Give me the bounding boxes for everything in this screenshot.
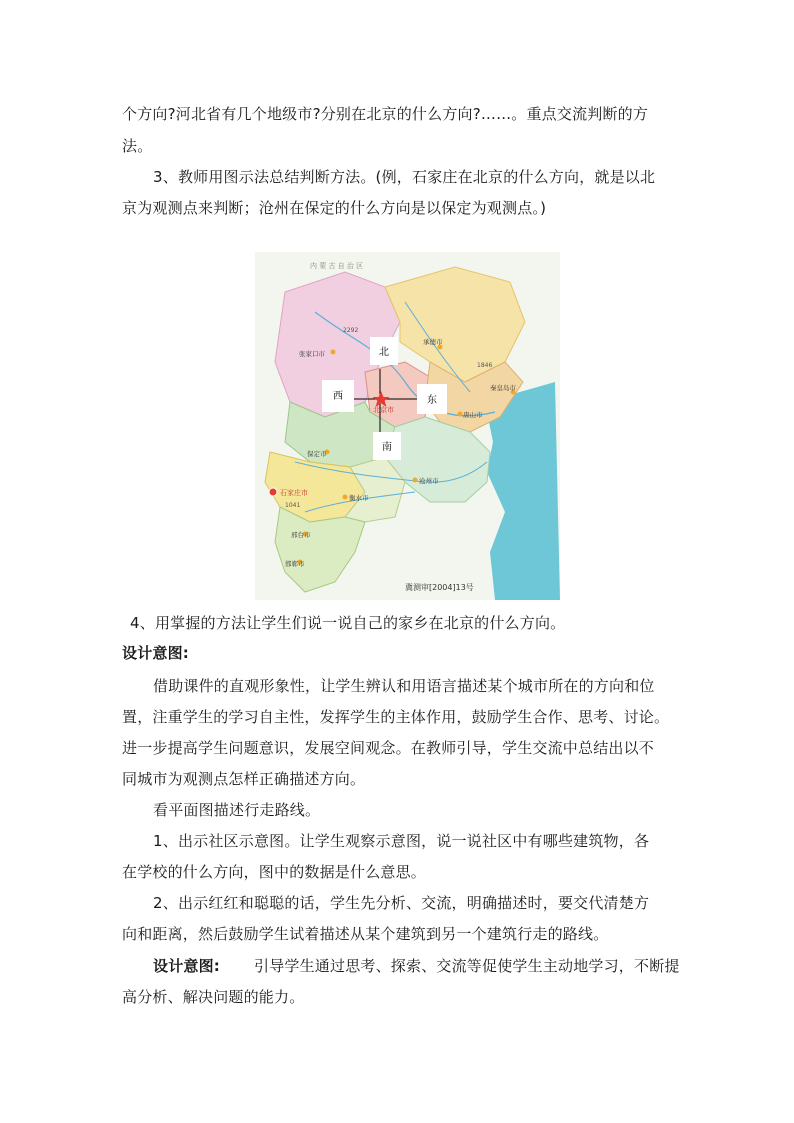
inner-mongolia-label: 内 蒙 古 自 治 区 <box>310 262 364 270</box>
paragraph-line: 进一步提高学生问题意识，发展空间观念。在教师引导，学生交流中总结出以不 <box>122 739 655 757</box>
shijiazhuang-label: 石家庄市 <box>280 489 308 497</box>
west-label: 西 <box>333 391 343 402</box>
design-heading: 设计意图: <box>153 957 220 975</box>
east-label: 东 <box>427 395 437 406</box>
zhangjiakou-label: 张家口市 <box>299 350 325 358</box>
paragraph-line: 3、教师用图示法总结判断方法。(例，石家庄在北京的什么方向，就是以北 <box>153 168 656 186</box>
cangzhou-label: 沧州市 <box>419 477 439 485</box>
capital-dot <box>269 488 277 496</box>
north-label: 北 <box>379 347 389 358</box>
paragraph-line: 2、出示红红和聪聪的话，学生先分析、交流，明确描述时，要交代清楚方 <box>153 894 650 912</box>
chengde-label: 承德市 <box>423 338 443 346</box>
paragraph-line: 京为观测点来判断；沧州在保定的什么方向是以保定为观测点。) <box>122 199 547 217</box>
city-dot <box>331 350 336 355</box>
paragraph-line: 法。 <box>122 137 153 155</box>
paragraph-line: 个方向?河北省有几个地级市?分别在北京的什么方向?……。重点交流判断的方 <box>122 105 649 123</box>
hebei-map <box>255 252 560 600</box>
map-credit: 冀测审[2004]13号 <box>405 583 474 592</box>
paragraph-line: 4、用掌握的方法让学生们说一说自己的家乡在北京的什么方向。 <box>130 614 566 632</box>
handan-label: 邯郸市 <box>285 560 305 568</box>
paragraph-line: 同城市为观测点怎样正确描述方向。 <box>122 770 366 788</box>
paragraph-line: 看平面图描述行走路线。 <box>153 801 321 819</box>
elevation-label: 1041 <box>285 502 301 509</box>
hebei-map-figure <box>255 252 560 600</box>
xingtai-label: 邢台市 <box>291 531 311 539</box>
design-heading: 设计意图: <box>122 644 189 662</box>
baoding-label: 保定市 <box>307 450 327 458</box>
paragraph-line: 向和距离，然后鼓励学生试着描述从某个建筑到另一个建筑行走的路线。 <box>122 925 609 943</box>
city-dot <box>458 412 463 417</box>
south-label: 南 <box>382 442 392 453</box>
city-dot <box>413 478 418 483</box>
paragraph-line: 借助课件的直观形象性，让学生辨认和用语言描述某个城市所在的方向和位 <box>153 677 655 695</box>
paragraph-line: 引导学生通过思考、探索、交流等促使学生主动地学习，不断提 <box>254 957 680 975</box>
qinhuangdao-label: 秦皇岛市 <box>490 384 516 392</box>
paragraph-line: 高分析、解决问题的能力。 <box>122 988 305 1006</box>
paragraph-line: 1、出示社区示意图。让学生观察示意图，说一说社区中有哪些建筑物，各 <box>153 832 650 850</box>
paragraph-line: 置，注重学生的学习自主性，发挥学生的主体作用，鼓励学生合作、思考、讨论。 <box>122 708 670 726</box>
elevation-label: 1846 <box>477 362 493 369</box>
elevation-label: 2292 <box>343 327 359 334</box>
tangshan-label: 唐山市 <box>463 411 483 419</box>
paragraph-line: 在学校的什么方向，图中的数据是什么意思。 <box>122 863 427 881</box>
city-dot <box>343 495 348 500</box>
hengshui-label: 衡水市 <box>349 494 369 502</box>
beijing-label: 北京市 <box>373 406 394 414</box>
